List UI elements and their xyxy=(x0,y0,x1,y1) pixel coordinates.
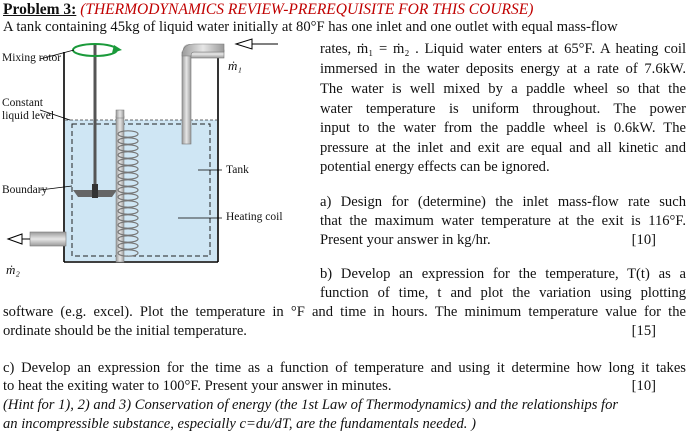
part-a-marks: [10] xyxy=(631,232,656,248)
hint-line-2: an incompressible substance, especially c=du/dT, are the fundamentals needed. ) xyxy=(3,416,476,432)
part-a-line-3: Present your answer in kg/hr. xyxy=(320,232,491,248)
tank-figure xyxy=(0,30,300,292)
part-a-line-2: that the maximum water temperature at the exit is 116°F. xyxy=(320,213,686,229)
m2-symbol: ṁ₂ xyxy=(6,262,20,277)
part-b-marks: [15] xyxy=(631,323,656,339)
body-line-7: potential energy effects can be ignored. xyxy=(320,159,550,175)
body-line-1: rates, ṁ₁ = ṁ₂ . Liquid water enters at 65°F. A heating coil xyxy=(320,41,686,57)
tank-label: Tank xyxy=(226,164,249,176)
hint-line-1 xyxy=(3,397,618,414)
body-line-4: water temperature is uniform throughout. The power xyxy=(320,101,686,117)
problem-title xyxy=(3,1,533,19)
part-b-line-2: function of time, t and plot the variation using plotting xyxy=(320,285,686,301)
problem-subtitle: (THERMODYNAMICS REVIEW-PREREQUISITE FOR THIS COURSE) xyxy=(80,1,534,18)
body-line-2: immersed in the water deposits energy at a rate of 7.6kW. xyxy=(320,61,686,77)
part-b-line-4: ordinate should be the initial temperature. xyxy=(3,323,247,339)
heating-coil-label: Heating coil xyxy=(226,211,283,223)
part-b-line-1: b) Develop an expression for the temperature, T(t) as a xyxy=(320,266,686,282)
inlet-arrow xyxy=(236,39,278,49)
part-b-line-3: software (e.g. excel). Plot the temperature in °F and time in hours. The minimum temperature value for the xyxy=(3,304,686,320)
outlet-pipe xyxy=(30,232,66,246)
body-line-3: The water is well mixed by a paddle wheel so that the xyxy=(320,81,686,97)
boundary-label: Boundary xyxy=(2,184,48,196)
mixing-rotor-label: Mixing rotor xyxy=(2,52,62,64)
intro-line: A tank containing 45kg of liquid water initially at 80°F has one inlet and one outlet with equal mass-flow xyxy=(3,19,618,35)
hint-text-1: (Hint for 1), 2) and 3) Conservation of energy (the 1st Law of Thermodynamics) and the relationships for xyxy=(3,397,619,413)
constant-liquid-level-label: Constant liquid level xyxy=(2,97,55,122)
problem-label: Problem 3: xyxy=(3,1,77,18)
outlet-arrow xyxy=(8,234,30,244)
body-line-5: input to the water from the paddle wheel is 0.6kW. The xyxy=(320,120,686,136)
body-line-6: pressure at the inlet and exit are equal and all kinetic and xyxy=(320,140,686,156)
part-c-line-2: to heat the exiting water to 100°F. Present your answer in minutes. xyxy=(3,378,392,394)
part-c-line-1: c) Develop an expression for the time as a function of temperature and using it determine how long it takes xyxy=(3,360,686,376)
m1-symbol: ṁ₁ xyxy=(228,58,242,73)
part-a-line-1: a) Design for (determine) the inlet mass-flow rate such xyxy=(320,194,686,210)
part-c-marks: [10] xyxy=(631,378,656,394)
